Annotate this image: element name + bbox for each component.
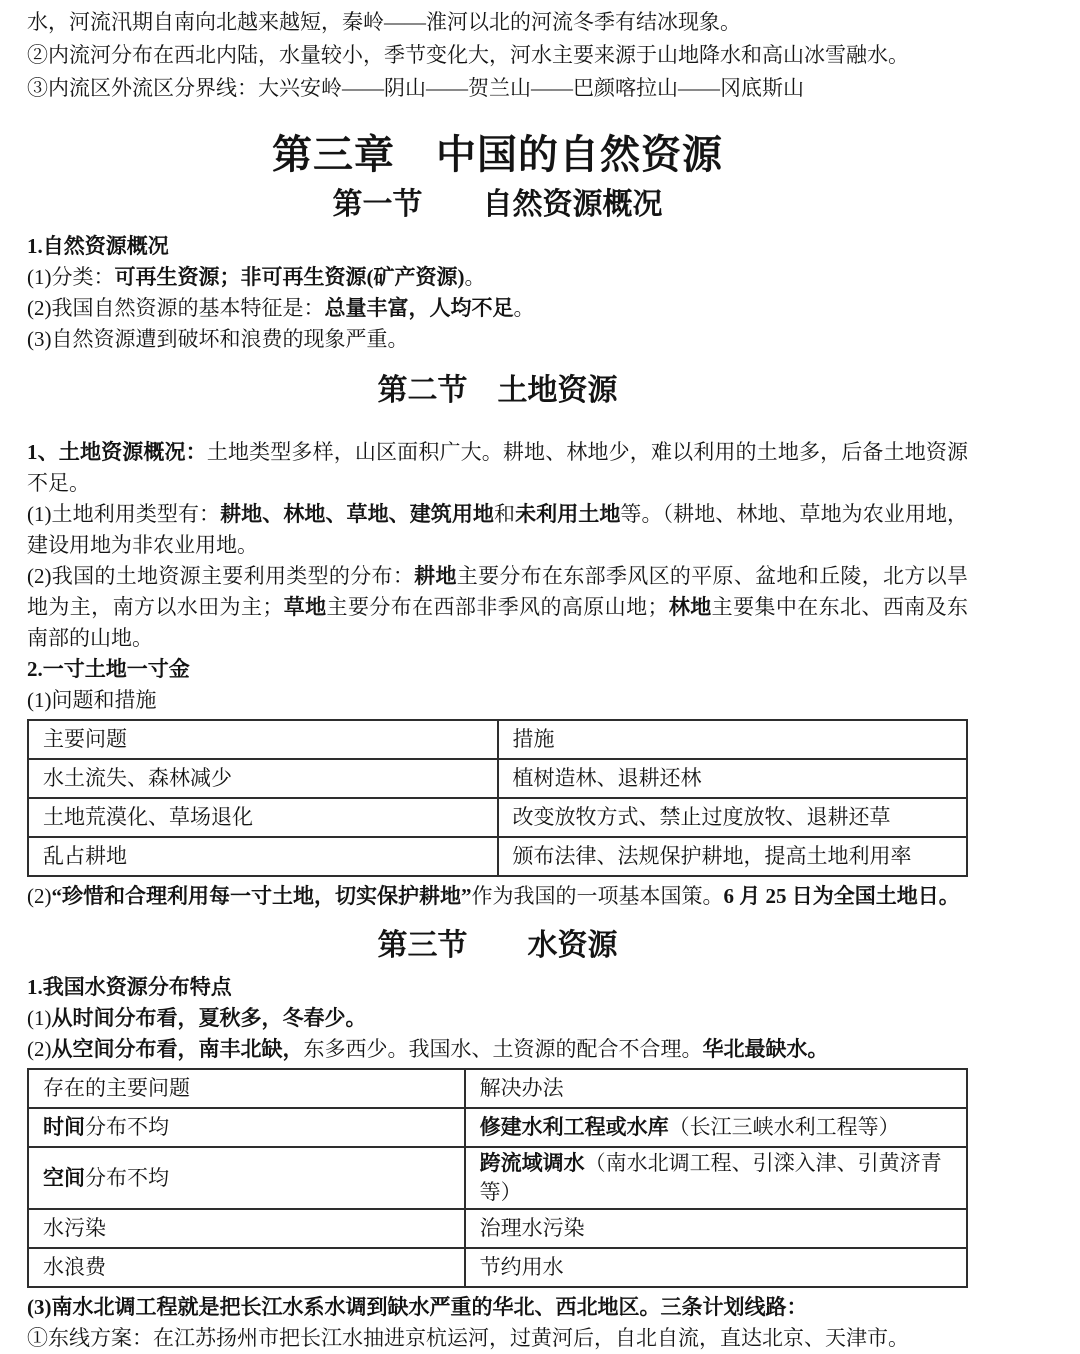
table-cell: 修建水利工程或水库（长江三峡水利工程等） [465,1108,967,1147]
paragraph: (2)“珍惜和合理利用每一寸土地，切实保护耕地”作为我国的一项基本国策。6 月 25 日为全国土地日。 [27,884,960,908]
table-cell: 节约用水 [465,1248,967,1287]
paragraph: (3)自然资源遭到破坏和浪费的现象严重。 [27,327,409,351]
table-header-cell: 存在的主要问题 [28,1069,465,1108]
table-cell: 改变放牧方式、禁止过度放牧、退耕还草 [498,798,968,837]
table-cell: 水土流失、森林减少 [28,759,498,798]
water-problems-solutions-table [27,1068,968,1288]
table-cell: 水污染 [28,1209,465,1248]
table-cell: 乱占耕地 [28,837,498,876]
intro-block [27,6,968,105]
paragraph: 1.我国水资源分布特点 [27,975,232,999]
paragraph: 2.一寸土地一寸金 [27,657,190,681]
table-header-cell: 措施 [498,720,968,759]
paragraph: 1.自然资源概况 [27,234,169,258]
paragraph: (1)土地利用类型有：耕地、林地、草地、建筑用地和未利用土地等。（耕地、林地、草地为农业用地，建设用地为非农业用地。 [27,502,969,557]
table-row [28,1248,967,1287]
table-header-cell: 解决办法 [465,1069,967,1108]
table-cell: 跨流域调水（南水北调工程、引滦入津、引黄济青等） [465,1147,967,1209]
table-cell: 颁布法律、法规保护耕地，提高土地利用率 [498,837,968,876]
paragraph: ①东线方案：在江苏扬州市把长江水抽进京杭运河，过黄河后，自北自流，直达北京、天津市。 [27,1326,909,1350]
table-row [28,759,967,798]
intro-line: 水，河流汛期自南向北越来越短，秦岭——淮河以北的河流冬季有结冰现象。 [27,10,741,34]
section1-body [27,231,968,355]
paragraph: (3)南水北调工程就是把长江水系水调到缺水严重的华北、西北地区。三条计划线路： [27,1295,808,1319]
intro-line: ②内流河分布在西北内陆，水量较小，季节变化大，河水主要来源于山地降水和高山冰雪融水。 [27,43,909,67]
paragraph: (2)我国自然资源的基本特征是：总量丰富，人均不足。 [27,296,535,320]
table-header-cell: 主要问题 [28,720,498,759]
chapter-title: 第三章 中国的自然资源 [272,133,723,177]
section2-body [27,437,968,912]
intro-line: ③内流区外流区分界线：大兴安岭——阴山——贺兰山——巴颜喀拉山——冈底斯山 [27,76,804,100]
table-cell: 治理水污染 [465,1209,967,1248]
paragraph: (2)我国的土地资源主要利用类型的分布：耕地主要分布在东部季风区的平原、盆地和丘陵，北方以旱地为主，南方以水田为主；草地主要分布在西部非季风的高原山地；林地主要集中在东北、西南及东南部的山地。 [27,564,969,650]
table-row [28,1147,967,1209]
table-cell: 时间分布不均 [28,1108,465,1147]
table-cell: 植树造林、退耕还林 [498,759,968,798]
table-cell: 土地荒漠化、草场退化 [28,798,498,837]
table-row [28,798,967,837]
paragraph: (2)从空间分布看，南丰北缺，东多西少。我国水、土资源的配合不合理。华北最缺水。 [27,1037,829,1061]
section1-title: 第一节 自然资源概况 [332,188,663,221]
paragraph: (1)问题和措施 [27,688,157,712]
section3-title: 第三节 水资源 [377,929,618,962]
paragraph: 1、土地资源概况：土地类型多样，山区面积广大。耕地、林地少，难以利用的土地多，后备土地资源不足。 [27,440,969,495]
table-row [28,837,967,876]
paragraph: (1)分类：可再生资源；非可再生资源(矿产资源)。 [27,265,486,289]
table-cell: 水浪费 [28,1248,465,1287]
section3-body [27,972,968,1354]
land-problems-measures-table [27,719,968,877]
table-header-row [28,1069,967,1108]
table-cell: 空间分布不均 [28,1147,465,1209]
paragraph: (1)从时间分布看，夏秋多，冬春少。 [27,1006,367,1030]
section2-title: 第二节 土地资源 [377,374,618,407]
table-row [28,1108,967,1147]
table-row [28,1209,967,1248]
table-header-row [28,720,967,759]
